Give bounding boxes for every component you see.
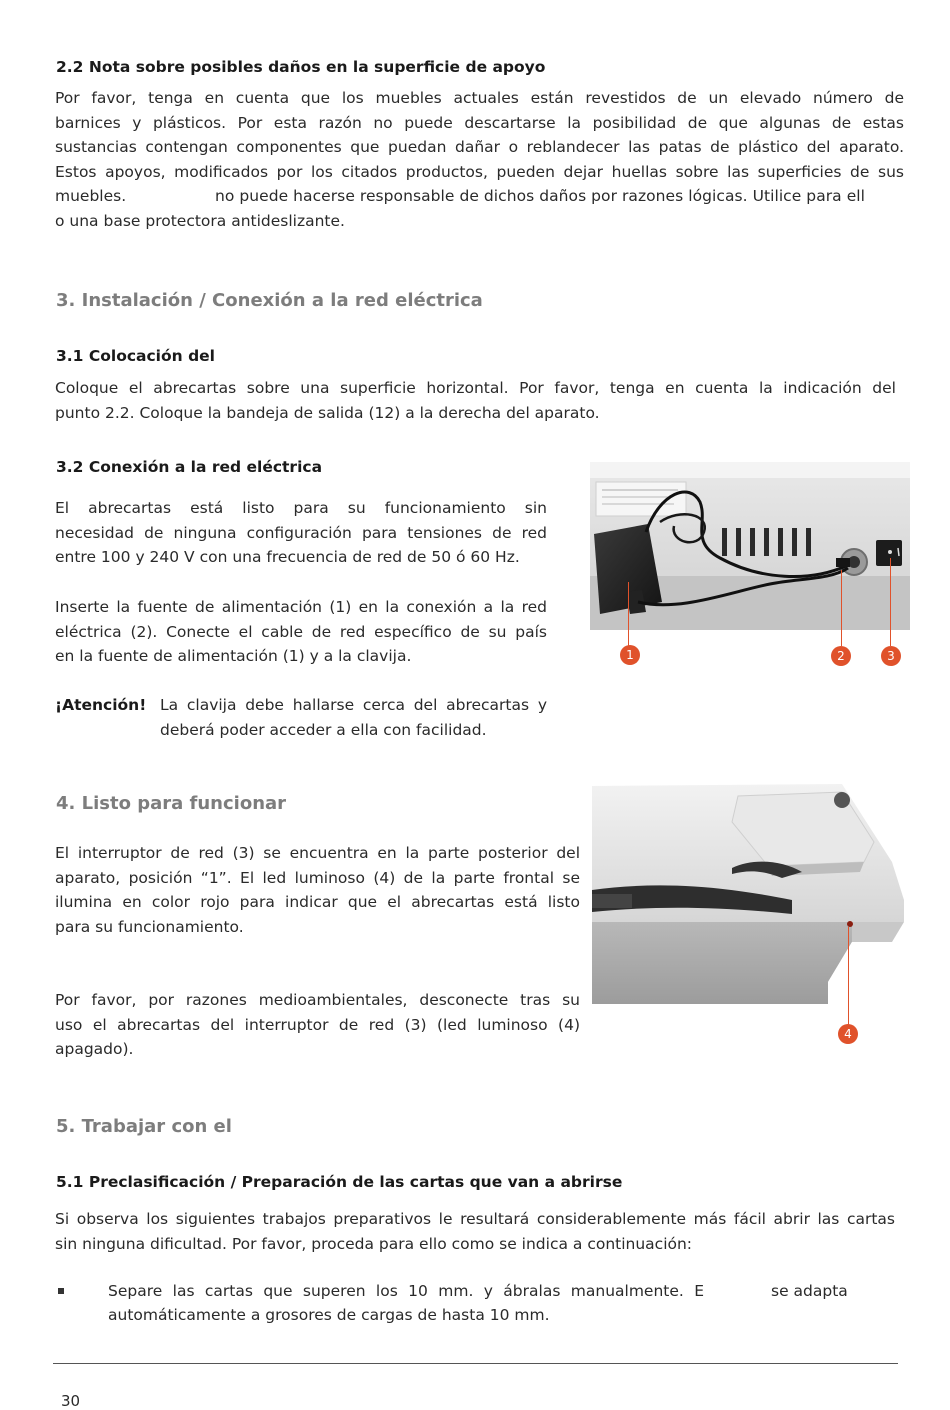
- text-line: eléctrica (2). Conecte el cable de red específico de su país: [55, 622, 547, 641]
- warning-label: ¡Atención!: [55, 696, 147, 714]
- power-connection-illustration: [590, 462, 910, 630]
- text-line: entre 100 y 240 V con una frecuencia de red de 50 ó 60 Hz.: [55, 548, 520, 566]
- callout-badge-4: 4: [838, 1024, 858, 1044]
- text-line: necesidad de ninguna configuración para tensiones de red: [55, 523, 547, 542]
- heading-3-2: 3.2 Conexión a la red eléctrica: [56, 458, 323, 476]
- footer-divider: [53, 1363, 898, 1364]
- power-connection-photo: [590, 462, 910, 630]
- text-line: apagado).: [55, 1040, 134, 1058]
- bullet-text-line-1a: [108, 1279, 704, 1304]
- section-5-heading: 5. Trabajar con el: [56, 1116, 232, 1137]
- text-line: Inserte la fuente de alimentación (1) en la conexión a la red: [55, 598, 547, 616]
- callout-leader-line: [628, 582, 629, 646]
- warning-text: [160, 693, 547, 742]
- text-line: para su funcionamiento.: [55, 917, 244, 936]
- text-line: Coloque el abrecartas sobre una superficie horizontal. Por favor, tenga en cuenta la indicación del: [55, 379, 896, 397]
- paragraph-2-2: [55, 86, 904, 184]
- text-line: ilumina en color rojo para indicar que el abrecartas está listo: [55, 893, 580, 911]
- paragraph-5-1: [55, 1207, 895, 1256]
- heading-5-1: 5.1 Preclasificación / Preparación de las cartas que van a abrirse: [56, 1173, 623, 1191]
- text-line: La clavija debe hallarse cerca del abrecartas y: [160, 696, 547, 714]
- text-line: sin ninguna dificultad. Por favor, proceda para ello como se indica a continuación:: [55, 1234, 693, 1253]
- text-line: no puede hacerse responsable de dichos daños por razones lógicas. Utilice para ell: [215, 187, 865, 205]
- text-line: El interruptor de red (3) se encuentra en la parte posterior del: [55, 844, 580, 862]
- paragraph-3-2-b: [55, 595, 547, 669]
- text-line: Estos apoyos, modificados por los citados productos, pueden dejar huellas sobre las superficies de sus: [55, 162, 904, 181]
- section-3-heading: 3. Instalación / Conexión a la red eléctrica: [56, 290, 483, 311]
- device-front-photo: [592, 782, 910, 1004]
- text-line: Por favor, por razones medioambientales, desconecte tras su: [55, 991, 580, 1009]
- heading-3-1: 3.1 Colocación del: [56, 347, 215, 365]
- bullet-text-line-2: automáticamente a grosores de cargas de hasta 10 mm.: [108, 1306, 550, 1324]
- callout-leader-line: [848, 927, 849, 1025]
- text-line: Por favor, tenga en cuenta que los muebles actuales están revestidos de un elevado número de: [55, 89, 904, 107]
- callout-badge-1: 1: [620, 645, 640, 665]
- page-number: 30: [61, 1392, 81, 1410]
- text-line: El abrecartas está listo para su funcionamiento sin: [55, 499, 547, 517]
- text-line: Si observa los siguientes trabajos preparativos le resultará considerablemente más fácil abrir las cartas: [55, 1210, 895, 1228]
- bullet-text-line-1b: se adapta: [771, 1282, 848, 1300]
- text-line: deberá poder acceder a ella con facilidad.: [160, 720, 487, 739]
- text-line: muebles.: [55, 187, 127, 205]
- paragraph-3-1: [55, 376, 896, 425]
- paragraph-4-a: [55, 841, 580, 939]
- callout-badge-3: 3: [881, 646, 901, 666]
- text-line: Separe las cartas que superen los 10 mm. y ábralas manualmente. E: [108, 1282, 704, 1300]
- paragraph-4-b: [55, 988, 580, 1062]
- text-line: uso el abrecartas del interruptor de red (3) (led luminoso (4): [55, 1015, 580, 1034]
- text-line: sustancias contengan componentes que puedan dañar o reblandecer las patas de plástico del aparato.: [55, 138, 904, 156]
- callout-leader-line: [841, 570, 842, 646]
- paragraph-3-2-a: [55, 496, 547, 570]
- callout-leader-line: [890, 558, 891, 646]
- text-line: en la fuente de alimentación (1) y a la clavija.: [55, 647, 412, 665]
- text-line: o una base protectora antideslizante.: [55, 212, 345, 230]
- section-4-heading: 4. Listo para funcionar: [56, 793, 287, 814]
- bullet-marker: [58, 1288, 64, 1294]
- text-line: barnices y plásticos. Por esta razón no puede descartarse la posibilidad de que algunas de estas: [55, 113, 904, 132]
- device-front-illustration: [592, 782, 910, 1004]
- text-line: aparato, posición “1”. El led luminoso (4) de la parte frontal se: [55, 868, 580, 887]
- callout-badge-2: 2: [831, 646, 851, 666]
- text-line: punto 2.2. Coloque la bandeja de salida (12) a la derecha del aparato.: [55, 403, 600, 422]
- heading-2-2: 2.2 Nota sobre posibles daños en la superficie de apoyo: [56, 58, 546, 76]
